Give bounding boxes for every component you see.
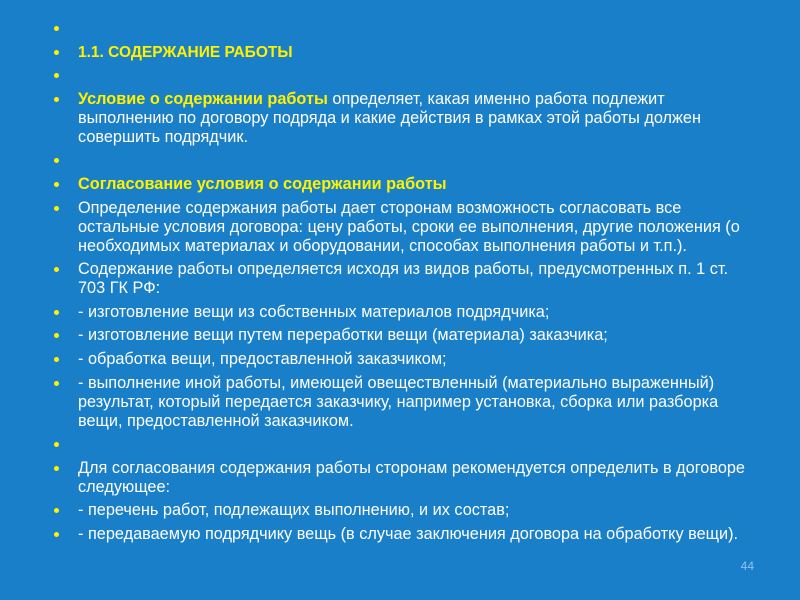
- bullet-dot-icon: [54, 333, 59, 338]
- bullet-list: [54, 19, 754, 549]
- list-item: [54, 525, 754, 544]
- paragraph-text: - изготовление вещи из собственных материалов подрядчика;: [78, 302, 550, 321]
- bullet-dot-icon: [54, 267, 59, 272]
- list-item: [54, 199, 754, 256]
- bullet-dot-icon: [54, 508, 59, 513]
- bullet-dot-icon: [54, 310, 59, 315]
- paragraph-text: Для согласования содержания работы сторонам рекомендуется определить в договоре следующее:: [78, 458, 745, 496]
- list-item: [54, 501, 754, 520]
- paragraph-text: Содержание работы определяется исходя из видов работы, предусмотренных п. 1 ст. 703 ГК РФ:: [78, 260, 729, 298]
- bullet-dot-icon: [54, 50, 59, 55]
- bullet-dot-icon: [54, 158, 59, 163]
- paragraph-text: - выполнение иной работы, имеющей овеществленный (материально выраженный) результат, который передается заказчику, например установка, сборка или разборка вещи, предоставленной заказчиком.: [78, 373, 719, 430]
- paragraph-text: - перечень работ, подлежащих выполнению, и их состав;: [78, 501, 510, 520]
- list-item: [54, 459, 754, 497]
- bullet-dot-icon: [54, 97, 59, 102]
- bullet-dot-icon: [54, 532, 59, 537]
- bullet-dot-icon: [54, 442, 59, 447]
- term-bold: Условие о содержании работы: [78, 89, 328, 108]
- list-item: [54, 260, 754, 298]
- page-number: 44: [740, 559, 754, 573]
- list-item: [54, 350, 754, 369]
- paragraph-text: - изготовление вещи путем переработки вещи (материала) заказчика;: [78, 326, 608, 345]
- empty-bullet: [54, 19, 754, 38]
- paragraph-text: определяет, какая именно работа подлежит выполнению по договору подряда и какие действия в рамках этой работы должен совершить подрядчик.: [78, 89, 701, 146]
- subheading: Согласование условия о содержании работы: [78, 174, 447, 193]
- list-item: [54, 374, 754, 431]
- section-heading: 1.1. СОДЕРЖАНИЕ РАБОТЫ: [78, 43, 293, 61]
- bullet-dot-icon: [54, 466, 59, 471]
- bullet-dot-icon: [54, 26, 59, 31]
- empty-bullet: [54, 435, 754, 454]
- paragraph-text: Определение содержания работы дает сторонам возможность согласовать все остальные условия договора: цену работы, сроки ее выполнения, другие положения (о необходимых материалах и оборудовании, способах выполнения работы и т.п.).: [78, 198, 740, 255]
- list-item: [54, 90, 754, 147]
- list-item: [54, 326, 754, 345]
- bullet-dot-icon: [54, 381, 59, 386]
- empty-bullet: [54, 151, 754, 170]
- bullet-dot-icon: [54, 73, 59, 78]
- paragraph-text: - передаваемую подрядчику вещь (в случае заключения договора на обработку вещи).: [78, 524, 739, 543]
- paragraph-text: - обработка вещи, предоставленной заказчиком;: [78, 349, 447, 368]
- list-item: [54, 43, 754, 62]
- list-item: [54, 303, 754, 322]
- bullet-dot-icon: [54, 206, 59, 211]
- list-item: [54, 175, 754, 194]
- empty-bullet: [54, 66, 754, 85]
- bullet-dot-icon: [54, 357, 59, 362]
- bullet-dot-icon: [54, 182, 59, 187]
